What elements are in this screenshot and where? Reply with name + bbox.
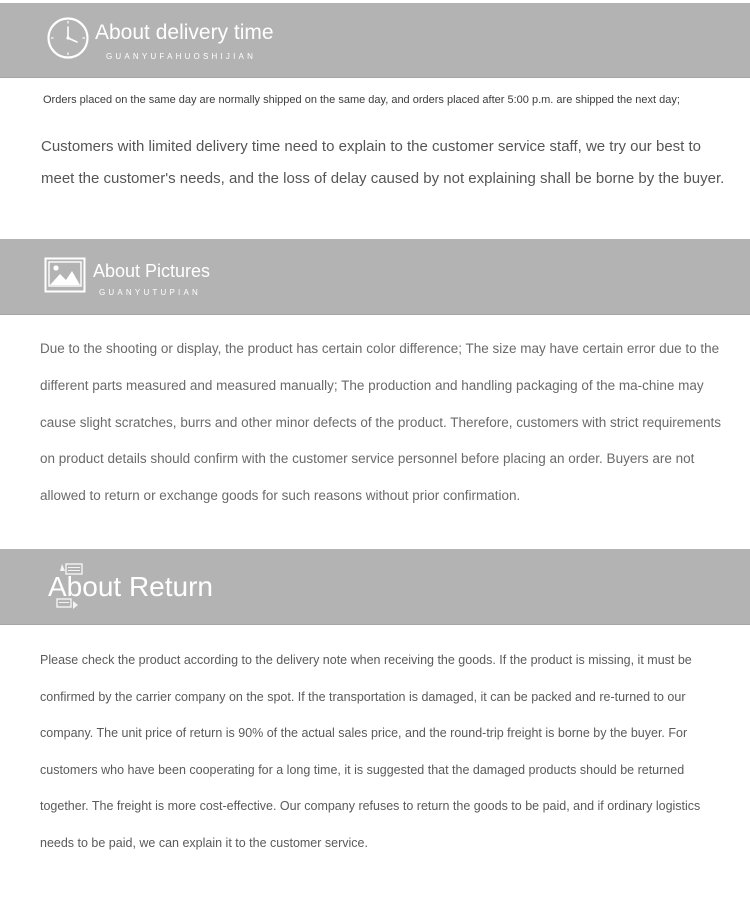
delivery-body: Customers with limited delivery time need to explain to the customer service staff, we try our best to meet the customer's needs, and the loss of delay caused by not explaining shall be borne by the buyer. (41, 138, 725, 187)
pictures-title: About Pictures (93, 261, 211, 281)
delivery-banner (0, 3, 750, 78)
delivery-subtitle: GUANYUFAHUOSHIJIAN (106, 52, 257, 61)
pictures-subtitle: GUANYUTUPIAN (99, 288, 201, 297)
return-title: About Return (48, 571, 213, 602)
pictures-body: Due to the shooting or display, the product has certain color difference; The size may have certain error due to the different parts measured and measured manually; The production and handling packaging of the ma-chine may cause slight scratches, burrs and other minor defects of the product. Therefore, customers with strict requirements on product details should confirm with the customer service personnel before placing an order. Buyers are not allowed to return or exchange goods for such reasons without prior confirmation. (40, 341, 722, 504)
delivery-note: Orders placed on the same day are normally shipped on the same day, and orders placed after 5:00 p.m. are shipped the next day; (43, 94, 680, 106)
clock-icon (46, 16, 90, 60)
picture-icon (44, 257, 86, 293)
delivery-title: About delivery time (95, 21, 274, 44)
return-banner (0, 549, 750, 625)
pictures-banner (0, 239, 750, 315)
return-body: Please check the product according to the delivery note when receiving the goods. If the product is missing, it must be confirmed by the carrier company on the spot. If the transportation is damaged, it can be packed and re-turned to our company. The unit price of return is 90% of the actual sales price, and the round-trip freight is borne by the buyer. For customers who have been cooperating for a long time, it is suggested that the damaged products should be returned together. The freight is more cost-effective. Our company refuses to return the goods to be paid, and if ordinary logistics needs to be paid, we can explain it to the customer service. (40, 653, 701, 850)
